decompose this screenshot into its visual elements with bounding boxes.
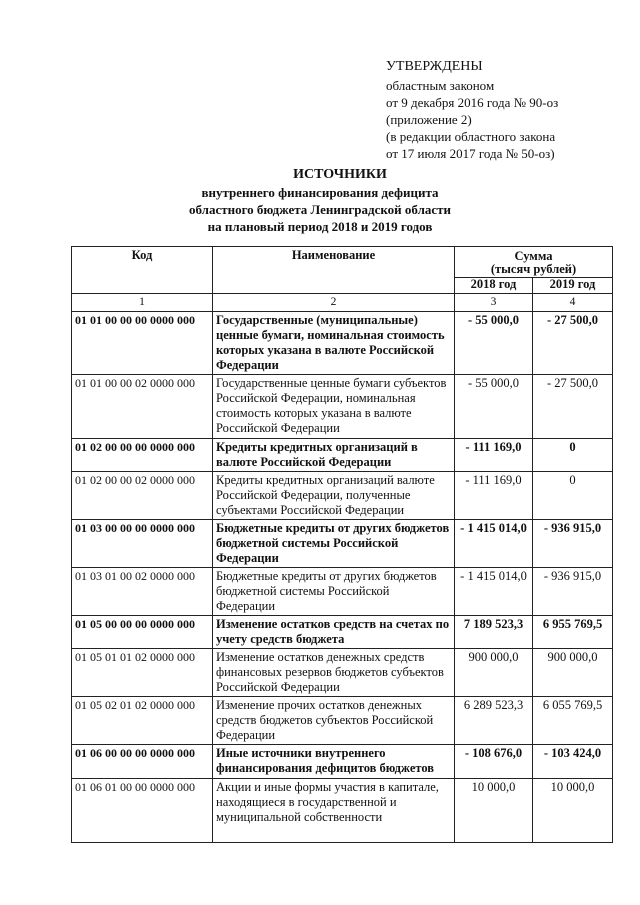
- row-name: Изменение прочих остатков денежных средств бюджетов субъектов Российской Федерации: [213, 697, 455, 745]
- column-number: 1: [72, 294, 213, 312]
- header-year-2018: 2018 год: [455, 278, 533, 294]
- approval-line: (приложение 2): [386, 112, 472, 127]
- header-sum-label: Сумма: [514, 249, 553, 263]
- row-name: Изменение остатков денежных средств финансовых резервов бюджетов субъектов Российской Федерации: [213, 649, 455, 697]
- row-name: Иные источники внутреннего финансирования дефицитов бюджетов: [213, 745, 455, 779]
- row-code: 01 01 00 00 00 0000 000: [72, 312, 213, 375]
- table-row: [72, 439, 613, 472]
- row-value-2019: - 27 500,0: [533, 375, 613, 439]
- table-row: [72, 375, 613, 439]
- row-code: 01 03 00 00 00 0000 000: [72, 520, 213, 568]
- column-numbers-row: [72, 294, 613, 312]
- row-name: Государственные (муниципальные) ценные бумаги, номинальная стоимость которых указана в валюте Российской Федерации: [213, 312, 455, 375]
- row-code: 01 05 02 01 02 0000 000: [72, 697, 213, 745]
- row-value-2019: 6 955 769,5: [533, 616, 613, 649]
- row-value-2019: 10 000,0: [533, 779, 613, 843]
- row-name: Государственные ценные бумаги субъектов Российской Федерации, номинальная стоимость которых указана в валюте Российской Федерации: [213, 375, 455, 439]
- row-value-2018: - 1 415 014,0: [455, 520, 533, 568]
- row-code: 01 05 01 01 02 0000 000: [72, 649, 213, 697]
- row-name: Бюджетные кредиты от других бюджетов бюджетной системы Российской Федерации: [213, 520, 455, 568]
- row-code: 01 05 00 00 00 0000 000: [72, 616, 213, 649]
- row-value-2018: 6 289 523,3: [455, 697, 533, 745]
- row-value-2018: - 111 169,0: [455, 439, 533, 472]
- row-code: 01 03 01 00 02 0000 000: [72, 568, 213, 616]
- row-value-2018: - 55 000,0: [455, 312, 533, 375]
- header-year-2019: 2019 год: [533, 278, 613, 294]
- row-value-2018: 900 000,0: [455, 649, 533, 697]
- title-line: областного бюджета Ленинградской области: [188, 202, 452, 217]
- title-line: на плановый период 2018 и 2019 годов: [207, 219, 433, 234]
- row-value-2019: 0: [533, 439, 613, 472]
- header-name: Наименование: [213, 247, 455, 294]
- table-row: [72, 472, 613, 520]
- table-row: [72, 616, 613, 649]
- column-number: 2: [213, 294, 455, 312]
- table-row: [72, 649, 613, 697]
- column-number: 4: [533, 294, 613, 312]
- title-main: ИСТОЧНИКИ: [293, 167, 387, 182]
- row-code: 01 02 00 00 02 0000 000: [72, 472, 213, 520]
- row-value-2019: 900 000,0: [533, 649, 613, 697]
- row-value-2019: 0: [533, 472, 613, 520]
- table-row: [72, 568, 613, 616]
- row-value-2018: - 108 676,0: [455, 745, 533, 779]
- row-value-2019: - 103 424,0: [533, 745, 613, 779]
- row-code: 01 01 00 00 02 0000 000: [72, 375, 213, 439]
- row-value-2019: - 936 915,0: [533, 568, 613, 616]
- row-code: 01 02 00 00 00 0000 000: [72, 439, 213, 472]
- sources-table: [71, 246, 613, 843]
- document-title: [0, 166, 640, 235]
- row-value-2018: - 55 000,0: [455, 375, 533, 439]
- table-row: [72, 312, 613, 375]
- table-row: [72, 520, 613, 568]
- row-value-2018: 10 000,0: [455, 779, 533, 843]
- approval-line: от 9 декабря 2016 года № 90-оз: [386, 95, 559, 110]
- row-name: Бюджетные кредиты от других бюджетов бюджетной системы Российской Федерации: [213, 568, 455, 616]
- approval-line: областным законом: [386, 78, 495, 93]
- column-number: 3: [455, 294, 533, 312]
- row-value-2019: 6 055 769,5: [533, 697, 613, 745]
- table-row: [72, 779, 613, 843]
- table-row: [72, 697, 613, 745]
- table-row: [72, 745, 613, 779]
- approval-line: от 17 июля 2017 года № 50-оз): [386, 146, 555, 161]
- row-name: Кредиты кредитных организаций валюте Российской Федерации, полученные субъектами Российской Федерации: [213, 472, 455, 520]
- row-value-2019: - 27 500,0: [533, 312, 613, 375]
- row-code: 01 06 01 00 00 0000 000: [72, 779, 213, 843]
- header-sum: [455, 247, 613, 278]
- row-value-2019: - 936 915,0: [533, 520, 613, 568]
- title-line: внутреннего финансирования дефицита: [201, 185, 439, 200]
- row-value-2018: - 1 415 014,0: [455, 568, 533, 616]
- approval-heading: УТВЕРЖДЕНЫ: [386, 59, 483, 74]
- row-value-2018: - 111 169,0: [455, 472, 533, 520]
- header-code: Код: [72, 247, 213, 294]
- row-value-2018: 7 189 523,3: [455, 616, 533, 649]
- row-name: Изменение остатков средств на счетах по учету средств бюджета: [213, 616, 455, 649]
- row-name: Акции и иные формы участия в капитале, находящиеся в государственной и муниципальной собственности: [213, 779, 455, 843]
- header-sum-unit: (тысяч рублей): [490, 262, 577, 276]
- row-code: 01 06 00 00 00 0000 000: [72, 745, 213, 779]
- approval-line: (в редакции областного закона: [386, 129, 556, 144]
- approval-stamp: [386, 58, 558, 162]
- row-name: Кредиты кредитных организаций в валюте Российской Федерации: [213, 439, 455, 472]
